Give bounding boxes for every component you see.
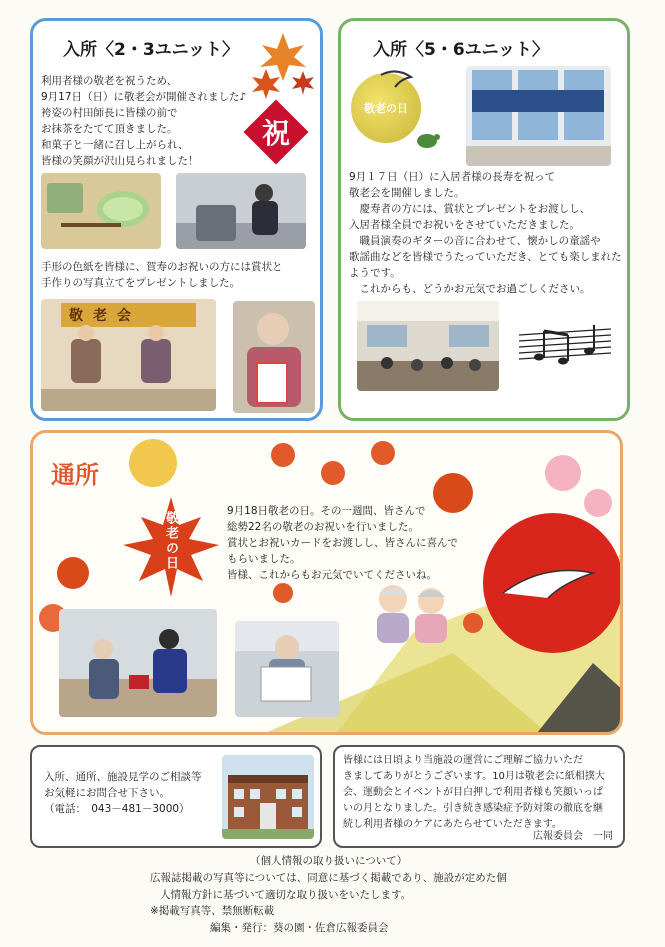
- dayservice-paragraph: 9月18日敬老の日。その一週間、皆さんで 総勢22名の敬老のお祝いを行いました。 賞状とお祝いカードをお渡しし、皆さんに喜んで もらいました。 皆様、これからもお元気でいてくださいね。: [227, 505, 458, 581]
- photo-facility-building: [222, 755, 314, 839]
- privacy-line1: 広報誌掲載の写真等については、同意に基づく掲載であり、施設が定めた個: [150, 872, 507, 884]
- photo-windows-banner: [466, 66, 611, 166]
- unit23-panel: [30, 18, 323, 421]
- unit56-title: 入所〈5・6ユニット〉: [373, 40, 549, 60]
- privacy-line2: 人情報方針に基づいて適切な取り扱いをいたします。: [160, 889, 412, 901]
- message-box: [333, 745, 625, 848]
- contact-text: 入所、通所、施設見学のご相談等 お気軽にお問合せ下さい。 （電話： 043－481－3000）: [44, 771, 202, 815]
- photo-blood-pressure: [59, 609, 217, 717]
- celebration-seal: 祝: [243, 99, 308, 164]
- photo-hall-gathering: [357, 301, 499, 391]
- crane-turtle-icon: [351, 65, 441, 155]
- music-notes-icon: [519, 321, 611, 371]
- photo-tea-sweets: [41, 173, 161, 249]
- contact-box: [30, 745, 322, 848]
- unit56-panel: [338, 18, 630, 421]
- message-signature: 広報委員会 一同: [533, 831, 613, 842]
- unit23-title: 入所〈2・3ユニット〉: [63, 40, 239, 60]
- message-text: 皆様には日頃より当施設の運営にご理解ご協力いただ きましてありがとうございます。10月は敬老会に紙相撲大 会、運動会とイベントが目白押しで利用者様も笑顔いっぱ いの月となりました。引き続き感染症予防対策の徹底を継 続し利用者様のケアにあたらせていただきます。: [343, 755, 605, 830]
- photo-matcha-ceremony: [176, 173, 306, 249]
- unit23-paragraph1: 利用者様の敬老を祝うため、 9月17日（日）に敬老会が開催されました♪ 袴姿の村田師長に皆様の前で お抹茶をたてて頂きました。 和菓子と一緒に召し上がられ、 皆様の笑顔が沢山見られました！: [41, 75, 247, 167]
- keirokai-banner-text: 敬老会: [69, 308, 141, 324]
- elderly-couple-illustration: [371, 581, 455, 643]
- publisher: 編集・発行：葵の園・佐倉広報委員会: [210, 922, 389, 934]
- unit23-paragraph2: 手形の色紙を皆様に、賀寿のお祝いの方には賞状と 手作りの写真立てをプレゼントしました。: [41, 261, 283, 289]
- dayservice-title: 通所: [51, 460, 99, 489]
- photo-resident-certificate: [233, 301, 315, 413]
- privacy-heading: （個人情報の取り扱いについて）: [250, 855, 408, 867]
- photo-certificate-holder: [235, 621, 339, 717]
- dayservice-panel: [30, 430, 623, 735]
- unit56-paragraph: 9月１７日（日）に入居者様の長寿を祝って 敬老会を開催しました。 慶寿者の方には、賞状とプレゼントをお渡しし、 入居者様全員でお祝いをさせていただきました。 職員演奏のギターの音に合わせて、懐かしの童謡や 歌謡曲などを皆様でうたっていただき、とても楽しまれた ようです。 これからも、どうかお元気でお過ごしください。: [349, 171, 622, 295]
- dayservice-leaf-label: 敬老の日: [163, 511, 178, 571]
- keiro-no-hi-badge: 敬老の日: [351, 73, 421, 143]
- privacy-line3: ※掲載写真等、禁無断転載: [150, 905, 275, 917]
